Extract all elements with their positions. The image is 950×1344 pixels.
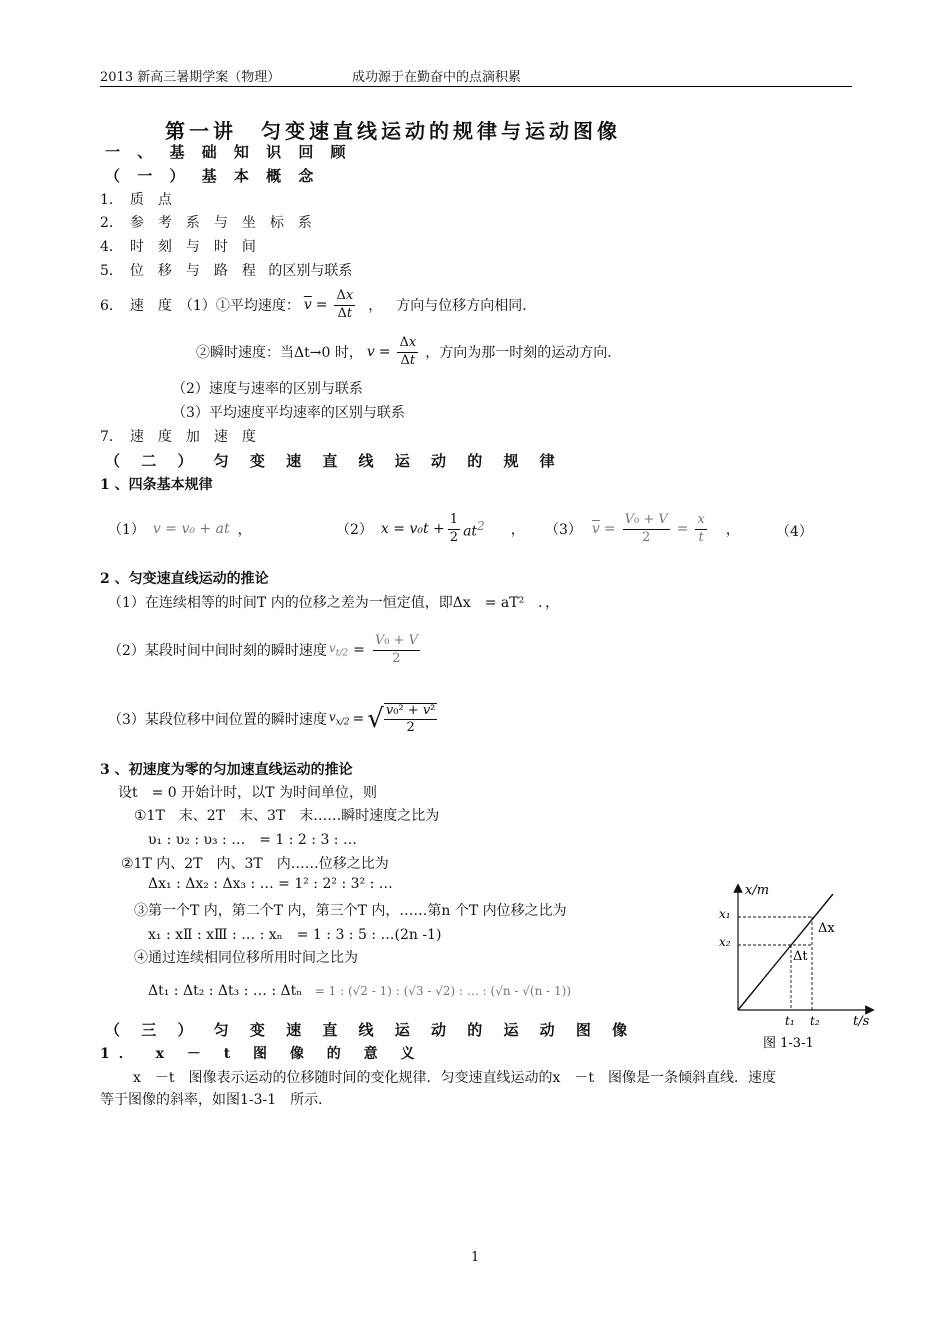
law-2-label: （2） bbox=[336, 522, 373, 538]
zero-setup: 设t = 0 开始计时，以T 为时间单位，则 bbox=[118, 785, 377, 801]
zero-item-1-result: υ₁ : υ₂ : υ₃ : … = 1 : 2 : 3 : … bbox=[148, 832, 357, 848]
law-3-avg-fraction: $\frac{\text{V₀ + V}}{2}$ bbox=[624, 512, 668, 545]
header-left: 2013 新高三暑期学案（物理） bbox=[100, 70, 281, 85]
laws-title: 1 、四条基本规律 bbox=[100, 477, 213, 493]
inference-2-symbol: $v_{t/2}$ bbox=[328, 641, 349, 659]
inference-2-label: （2）某段时间中间时刻的瞬时速度 bbox=[108, 643, 327, 659]
zero-item-4-result bbox=[148, 983, 571, 999]
law-3-comma: ， bbox=[725, 522, 740, 538]
law-3 bbox=[545, 505, 740, 553]
law-3-xt-fraction: $\frac{x}{t}$ bbox=[697, 512, 705, 545]
zero-title: 3 、初速度为零的匀加速直线运动的推论 bbox=[100, 762, 353, 778]
zero-item-4-rhs: = 1 : (√2 - 1) : (√3 - √2) : … : (√n - √(n - 1)) bbox=[314, 984, 572, 998]
sqrt-icon: √ bbox=[367, 704, 384, 734]
figure-caption: 图 1-3-1 bbox=[763, 1036, 814, 1050]
law-3-vbar: $\overline{v}$ bbox=[591, 521, 600, 537]
concept-item-6 bbox=[100, 283, 536, 327]
xt-line bbox=[738, 894, 833, 1010]
inference-3 bbox=[108, 692, 440, 746]
xt-body-line-2: 等于图像的斜率，如图1-3-1 所示． bbox=[100, 1092, 333, 1108]
y-axis-label: x/m bbox=[745, 883, 770, 898]
inference-title: 2 、匀变速直线运动的推论 bbox=[100, 571, 269, 587]
zero-item-4: ④通过连续相同位移所用时间之比为 bbox=[134, 950, 358, 966]
inference-3-label: （3）某段位移中间位置的瞬时速度 bbox=[108, 712, 327, 728]
x1-label: x₁ bbox=[719, 907, 731, 921]
law-3-eq: = bbox=[603, 521, 616, 537]
instant-velocity-line bbox=[196, 330, 621, 374]
t1-label: t₁ bbox=[785, 1014, 795, 1028]
zero-item-4-lhs: Δt₁ : Δt₂ : Δt₃ : … : Δtₙ bbox=[148, 983, 303, 999]
section-heading-1: 一 、 基 础 知 识 回 顾 bbox=[105, 143, 352, 161]
zero-item-1: ①1T 末、2T 末、3T 末……瞬时速度之比为 bbox=[134, 808, 440, 824]
xt-graph bbox=[715, 880, 875, 1050]
inference-2 bbox=[108, 628, 423, 672]
avg-velocity-fraction: $\frac{\Delta x}{\Delta t}$ bbox=[336, 288, 354, 321]
subsection-heading-2: （ 二 ） 匀 变 速 直 线 运 动 的 规 律 bbox=[105, 452, 563, 470]
equals-sign-2: = bbox=[378, 344, 391, 360]
xt-body-line-1: x －t 图像表示运动的位移随时间的变化规律．匀变速直线运动的x －t 图像是一条倾斜直线．速度 bbox=[133, 1070, 777, 1086]
inference-1: （1）在连续相等的时间T 内的位移之差为一恒定值，即Δx = aT² ．， bbox=[108, 595, 560, 611]
x2-label: x₂ bbox=[719, 935, 731, 949]
dx-label: Δx bbox=[818, 921, 835, 936]
law-3-label: （3） bbox=[545, 522, 582, 538]
concept-item-5-suffix: 的区别与联系 bbox=[268, 263, 353, 279]
law-2-comma: ， bbox=[510, 522, 525, 538]
law-1 bbox=[108, 505, 252, 553]
dt-label: Δt bbox=[793, 949, 808, 964]
t2-label: t₂ bbox=[810, 1014, 820, 1028]
concept-sub-3: （3）平均速度平均速率的区别与联系 bbox=[172, 405, 405, 421]
instant-velocity-direction: ，方向为那一时刻的运动方向． bbox=[425, 345, 622, 361]
law-2-half: $\frac{1}{2}$ bbox=[449, 512, 459, 545]
zero-item-3-result: x₁ : xⅡ : xⅢ : … : xₙ = 1 : 3 : 5 : …(2n -1) bbox=[148, 927, 442, 943]
concept-item-7: 7． 速 度 加 速 度 bbox=[100, 429, 256, 445]
equals-sign: = bbox=[315, 297, 328, 313]
concept-item-1: 1． 质 点 bbox=[100, 192, 172, 208]
velocity-symbol: v bbox=[366, 344, 375, 360]
x-axis-label: t/s bbox=[853, 1014, 870, 1029]
concept-sub-2: （2）速度与速率的区别与联系 bbox=[172, 381, 363, 397]
header-right: 成功源于在勤奋中的点滴积累 bbox=[352, 70, 522, 85]
instant-velocity-label: ②瞬时速度：当Δt→0 时， bbox=[196, 345, 363, 361]
page-number: 1 bbox=[471, 1250, 480, 1265]
concept-item-2: 2． 参 考 系 与 坐 标 系 bbox=[100, 215, 312, 231]
zero-item-2-result: Δx₁ : Δx₂ : Δx₃ : … = 1² : 2² : 3² : … bbox=[148, 876, 393, 892]
law-4-label: （4） bbox=[776, 524, 813, 540]
concept-item-5 bbox=[100, 260, 352, 280]
inference-3-fraction: $\frac{\text{v₀² + v²}}{2}$ bbox=[385, 702, 436, 735]
concept-item-6-direction: 方向与位移方向相同． bbox=[396, 298, 537, 314]
header-rule bbox=[100, 86, 852, 87]
subsection-heading-1: （ 一 ） 基 本 概 念 bbox=[105, 167, 320, 185]
comma: ， bbox=[368, 298, 383, 314]
concept-item-6-label: 6． 速 度 （1）①平均速度： bbox=[100, 298, 300, 314]
law-1-formula: v = v₀ + at bbox=[152, 521, 230, 537]
concept-item-5-main: 5． 位 移 与 路 程 bbox=[100, 263, 256, 279]
subsection-heading-3: （ 三 ） 匀 变 速 直 线 运 动 的 运 动 图 像 bbox=[105, 1021, 636, 1039]
avg-velocity-symbol: $\overline{v}$ bbox=[303, 297, 312, 313]
zero-item-3: ③第一个T 内，第二个T 内，第三个T 内，……第n 个T 内位移之比为 bbox=[134, 903, 567, 919]
inference-3-eq: = bbox=[352, 711, 365, 727]
law-3-eq2: = bbox=[676, 521, 689, 537]
law-1-label: （1） bbox=[108, 522, 145, 538]
concept-item-4: 4． 时 刻 与 时 间 bbox=[100, 239, 256, 255]
zero-item-2: ②1T 内、2T 内、3T 内……位移之比为 bbox=[121, 856, 389, 872]
law-2-formula: x = v₀t + bbox=[380, 521, 445, 537]
instant-velocity-fraction: $\frac{\Delta x}{\Delta t}$ bbox=[399, 335, 417, 368]
xt-title: 1． x － t 图 像 的 意 义 bbox=[100, 1046, 424, 1062]
law-2 bbox=[336, 505, 525, 553]
law-1-comma: ， bbox=[237, 522, 252, 538]
inference-2-eq: = bbox=[353, 642, 365, 658]
law-2-at2: $at^2$ bbox=[463, 518, 485, 540]
inference-3-symbol: $v_{x/2}$ bbox=[328, 710, 350, 728]
page-title: 第一讲 匀变速直线运动的规律与运动图像 bbox=[165, 119, 621, 143]
inference-2-fraction: $\frac{\text{V₀ + V}}{2}$ bbox=[374, 633, 418, 666]
